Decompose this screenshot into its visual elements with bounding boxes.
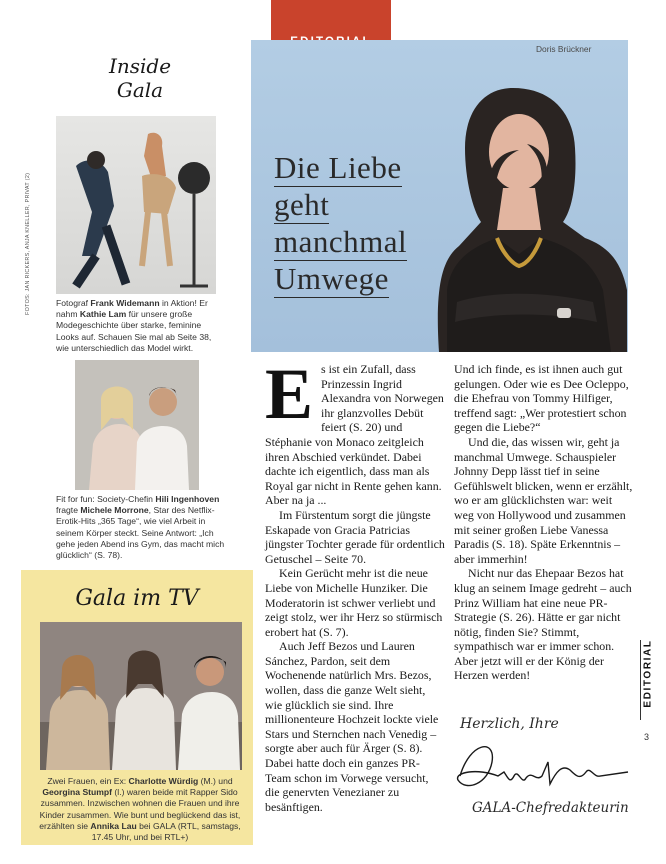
caption-text: bei GALA (RTL, samstags, 17.45 Uhr, und bei RTL+)	[91, 820, 241, 843]
caption-gym	[56, 494, 234, 561]
signature	[452, 732, 632, 798]
signoff: Herzlich, Ihre	[460, 716, 559, 732]
tv-title: Gala im TV	[75, 586, 199, 611]
gym-photo	[75, 360, 199, 490]
article-paragraph: Und die, das wissen wir, geht ja manchmal Umwege. Schauspieler Johnny Depp lässt tief in seine Gefühlswelt blicken, wenn er erzählt, wo er am glücklichsten war: weit weg von Hollywood und zusammen mit seiner großen Liebe Vanessa Paradis (S. 18). Späte Erkenntnis – aber immerhin!	[454, 434, 633, 566]
caption-text: fragte	[56, 505, 81, 516]
caption-text: , Star des Netflix-Erotik-Hits „365 Tage“, wie viel Arbeit in seinem Körper steckt. Seine Antwort: „Ich gehe jeden Abend ins Gym, das macht mich glücklich“ (S. 78).	[56, 505, 225, 561]
margin-rule	[640, 640, 641, 720]
headline-line: Die Liebe	[274, 150, 402, 185]
tv-photo	[40, 622, 242, 770]
hero-photo-credit: Doris Brückner	[536, 44, 592, 54]
caption-text: (M.) und	[198, 776, 233, 786]
headline-line: Umwege	[274, 261, 389, 296]
article-paragraph: Im Fürstentum sorgt die jüngste Eskapade von Gracia Patricias jüngster Tochter gerade für ordentlich Getuschel – Seite 70.	[265, 507, 445, 566]
caption-tv	[32, 776, 248, 843]
caption-name: Michele Morrone	[80, 505, 149, 516]
inside-title-line: Inside	[108, 54, 172, 78]
signature-scribble	[452, 732, 632, 798]
caption-name: Frank Widemann	[90, 298, 160, 308]
editor-role: GALA-Chefredakteurin	[472, 800, 629, 816]
photo-credit-vertical: FOTOS: JAN RICKERS, ANJA KNELLER, PRIVAT (2)	[25, 172, 31, 315]
margin-section-label: EDITORIAL	[642, 639, 654, 708]
caption-photographer	[56, 298, 226, 354]
caption-text: für unsere große Modegeschichte über starke, feminine Looks auf. Schauen Sie mal ab Seite 38, wie unterschiedlich das Model wirkt.	[56, 309, 212, 353]
caption-name: Annika Lau	[90, 820, 137, 831]
caption-name: Charlotte Würdig	[128, 776, 199, 786]
headline	[274, 150, 444, 298]
caption-text: (l.) waren beide mit Rapper Sido zusammen. Inzwischen wohnen die Frauen und ihre Kinder zusammen. Wie bunt und beglückend das ist, erzählten sie	[39, 787, 241, 831]
caption-text: Fit for fun: Society-Chefin	[56, 494, 156, 504]
caption-text: in Aktion! Er nahm	[56, 298, 208, 320]
caption-text: Fotograf	[56, 298, 91, 308]
inside-title-line: Gala	[116, 78, 164, 102]
article-paragraph: Und ich finde, es ist ihnen auch gut gelungen. Oder wie es Dee Ocleppo, die Ehefrau von Tommy Hilfiger, treffend sagt: „Wer protestiert schon gegen die Liebe?“	[454, 362, 629, 435]
article-column-2	[454, 362, 634, 683]
caption-name: Kathie Lam	[79, 309, 127, 320]
photographer-photo	[56, 116, 216, 294]
article-paragraph: Kein Gerücht mehr ist die neue Liebe von Michelle Hunziker. Die Moderatorin ist schwer verliebt und zeigt stolz, wer ihr Herz so stürmisch erobert hat (S. 7).	[265, 566, 443, 639]
article-paragraph: Nicht nur das Ehepaar Bezos hat klug an seinem Image gedreht – auch Prinz William hat eine neue PR-Strategie (S. 26). Hätte er gar nicht nötig, finden Sie? Stimmt, sympathisch war er immer schon. Aber jetzt will er der König der Herzen werden!	[454, 566, 632, 683]
caption-name: Hili Ingenhoven	[155, 494, 220, 504]
drop-cap: E	[265, 354, 314, 434]
headline-line: geht	[274, 187, 330, 222]
article-paragraph: Auch Jeff Bezos und Lauren Sánchez, Pardon, seit dem Wochenende natürlich Mrs. Bezos, wollen, dass die ganze Welt sieht, wie glücklich sie sind. Ihre millionenteure Hochzeit lockte viele Stars und Sternchen nach Venedig – sorgte aber auch für Ärger (S. 8). Dabei hatte doch ein ganzes PR-Team schon im Vorwege versucht, die genervten Venezianer zu besänftigen.	[265, 639, 439, 814]
caption-name: Georgina Stumpf	[42, 787, 113, 798]
caption-text: Zwei Frauen, ein Ex:	[47, 776, 129, 786]
page-number: 3	[644, 732, 650, 742]
article-column-1	[265, 354, 445, 814]
headline-line: manchmal	[274, 224, 408, 259]
article-paragraph: s ist ein Zufall, dass Prinzessin Ingrid Alexandra von Norwegen ihr glanzvolles Debüt feiert (S. 20) und Stéphanie von Monaco zeitgleich ihren Abschied verkündet. Dabei dachte ich eigentlich, dass man als Royal gar nicht in Rente gehen kann. Aber na ja ...	[265, 362, 444, 508]
inside-gala-title	[100, 54, 180, 102]
